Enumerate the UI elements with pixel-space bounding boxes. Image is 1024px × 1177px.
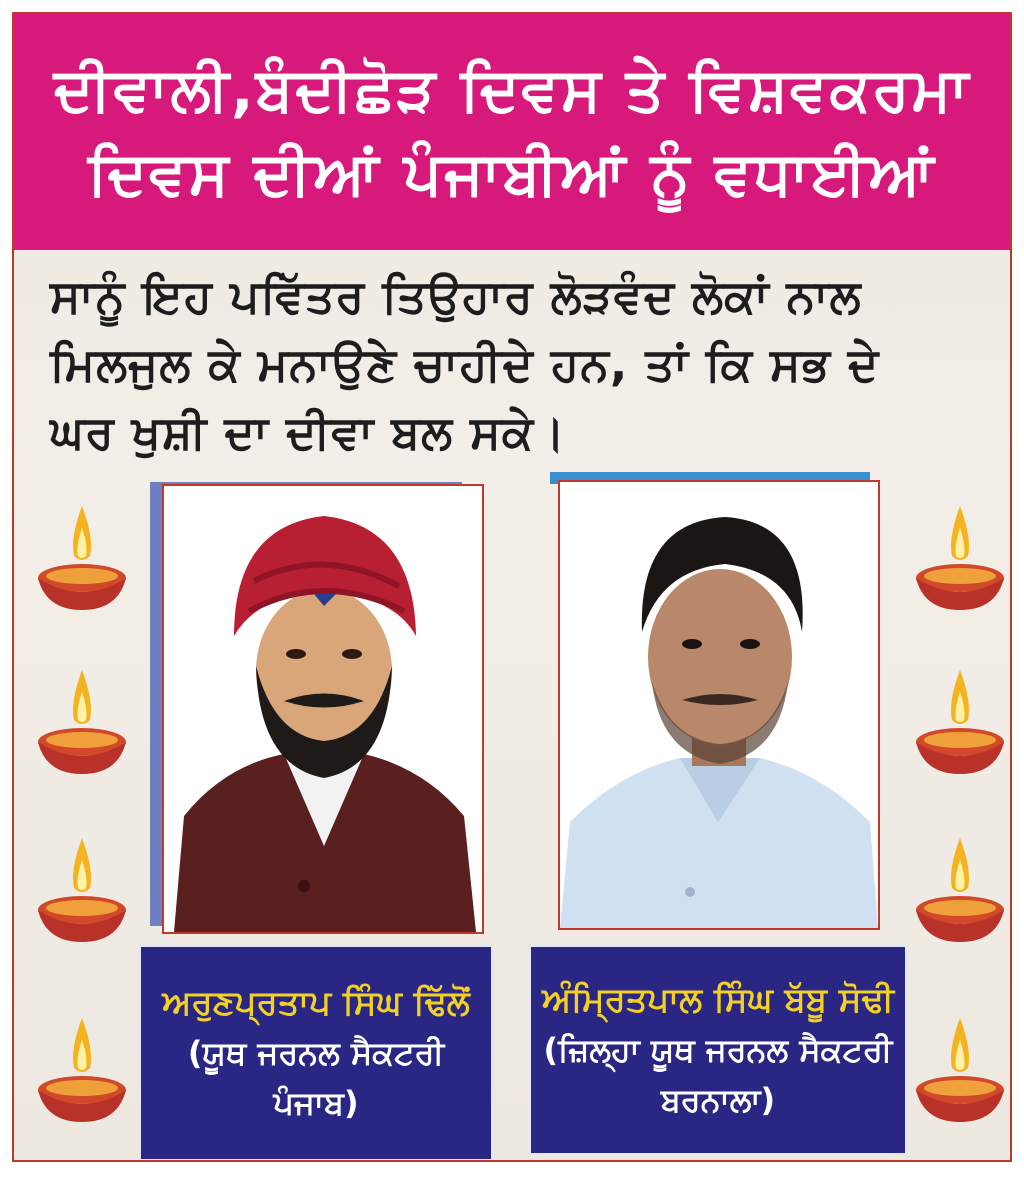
message-line-3: ਘਰ ਖੁਸ਼ੀ ਦਾ ਦੀਵਾ ਬਲ ਸਕੇ। [50, 405, 567, 459]
diya-lamp-icon [912, 1010, 1008, 1130]
person-right-name: ਅੰਮ੍ਰਿਤਪਾਲ ਸਿੰਘ ਬੱਬੂ ਸੋਢੀ [542, 980, 894, 1020]
message-line-2: ਮਿਲਜੁਲ ਕੇ ਮਨਾਉਣੇ ਚਾਹੀਦੇ ਹਨ, ਤਾਂ ਕਿ ਸਭ ਦੇ [50, 337, 880, 391]
diya-lamp-icon [912, 662, 1008, 782]
greeting-message [50, 262, 990, 466]
person-left-name: ਅਰੁਣਪ੍ਰਤਾਪ ਸਿੰਘ ਢਿੱਲੋਂ [162, 983, 470, 1023]
header-title-line-1: ਦੀਵਾਲੀ,ਬੰਦੀਛੋੜ ਦਿਵਸ ਤੇ ਵਿਸ਼ਵਕਰਮਾ [53, 55, 971, 125]
person-right-role-line-2: ਬਰਨਾਲਾ) [660, 1081, 776, 1119]
header-title-line-2: ਦਿਵਸ ਦੀਆਂ ਪੰਜਾਬੀਆਂ ਨੂੰ ਵਧਾਈਆਂ [87, 139, 936, 209]
diya-lamp-icon [912, 498, 1008, 618]
poster-frame [12, 12, 1012, 1162]
portrait-man-icon [560, 482, 878, 928]
header-banner [14, 14, 1010, 250]
portrait-right [558, 480, 880, 930]
person-left-role-line-1: (ਯੂਥ ਜਰਨਲ ਸੈਕਟਰੀ [187, 1034, 445, 1072]
diya-lamp-icon [34, 498, 130, 618]
name-box-right [528, 944, 908, 1156]
message-line-1: ਸਾਨੂੰ ਇਹ ਪਵਿੱਤਰ ਤਿਉਹਾਰ ਲੋੜਵੰਦ ਲੋਕਾਂ ਨਾਲ [50, 269, 862, 323]
diya-lamp-icon [912, 830, 1008, 950]
portrait-left [162, 484, 484, 934]
person-left-role-line-2: ਪੰਜਾਬ) [273, 1084, 359, 1122]
name-box-left [138, 944, 494, 1162]
person-right-role-line-1: (ਜ਼ਿਲ੍ਹਾ ਯੂਥ ਜਰਨਲ ਸੈਕਟਰੀ [543, 1031, 893, 1069]
diya-lamp-icon [34, 1010, 130, 1130]
diya-lamp-icon [34, 662, 130, 782]
portrait-turban-icon [164, 486, 482, 932]
diya-lamp-icon [34, 830, 130, 950]
